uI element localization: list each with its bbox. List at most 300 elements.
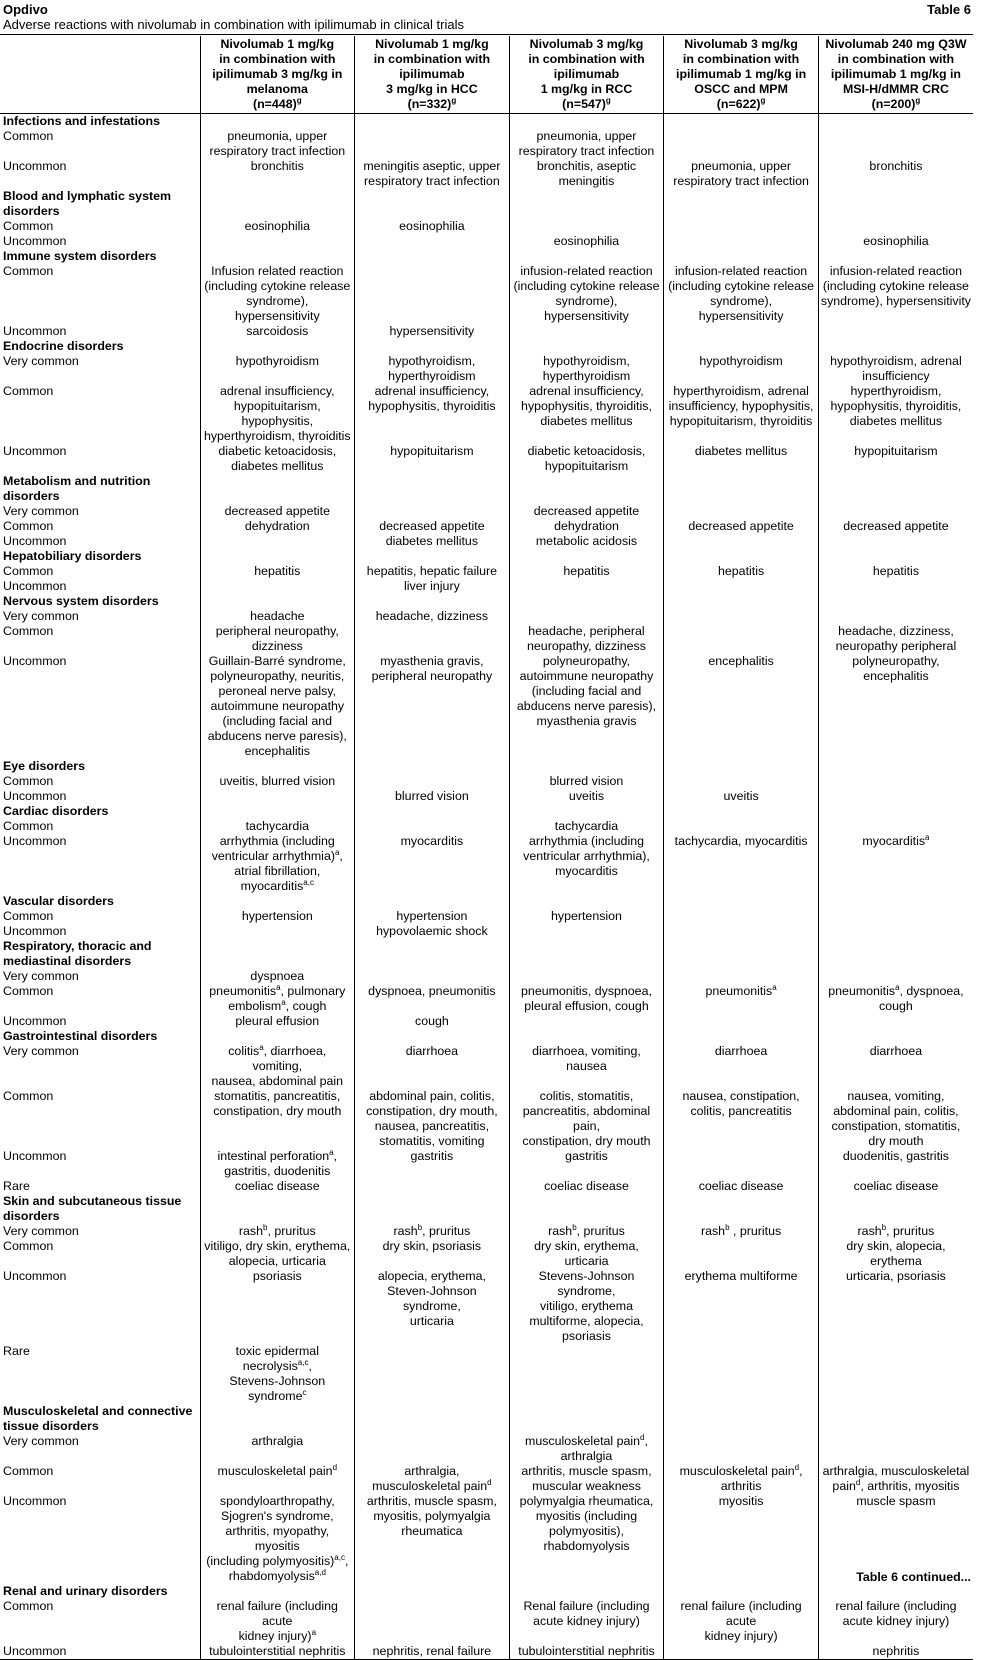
cell-text: , [799, 1464, 803, 1478]
cell-text: kidney injury) [238, 1629, 312, 1643]
frequency-row [0, 264, 973, 324]
frequency-row [0, 654, 973, 759]
table-cell [818, 354, 973, 384]
table-cell [664, 789, 819, 804]
cell-text: (including cytokine release [513, 279, 660, 293]
table-cell [509, 549, 664, 564]
cell-line [203, 834, 353, 849]
table-cell [818, 969, 973, 984]
frequency-label: Uncommon [3, 159, 67, 173]
cell-line [512, 1269, 662, 1299]
cell-text: coeliac disease [698, 1179, 784, 1193]
table-cell [818, 1464, 973, 1494]
cell-text: hepatitis, hepatic failure [366, 564, 497, 578]
footnote-marker: a,c [334, 1552, 345, 1562]
column-header-line: ipilimumab 1 mg/kg in [830, 67, 961, 81]
table-cell [664, 1584, 819, 1599]
cell-text: dry skin, alopecia, [846, 1239, 946, 1253]
table-cell [818, 549, 973, 564]
cell-line [821, 1479, 971, 1494]
frequency-label: Uncommon [3, 834, 67, 848]
table-cell [200, 444, 355, 474]
cell-line [203, 774, 353, 789]
cell-text: toxic epidermal necrolysis [235, 1344, 319, 1373]
footnote-marker: a [334, 847, 340, 857]
cell-line [512, 264, 662, 279]
table-cell [818, 984, 973, 1014]
frequency-row [0, 219, 973, 234]
table-cell [200, 819, 355, 834]
table-cell [355, 759, 510, 774]
frequency-label: Very common [3, 1044, 79, 1058]
cell-text: arthritis [720, 1479, 762, 1493]
cell-text: coeliac disease [544, 1179, 629, 1193]
table-cell [355, 549, 510, 564]
cell-line [512, 864, 662, 879]
table-cell [200, 219, 355, 234]
cell-line [203, 714, 353, 729]
cell-line [357, 1239, 507, 1254]
frequency-label: Uncommon [3, 789, 67, 803]
organ-class-label-line: disorders [3, 204, 60, 218]
table-cell [818, 219, 973, 234]
cell-text: muscular weakness [532, 1479, 641, 1493]
footnote-marker: a [925, 832, 930, 842]
table-cell [664, 1149, 819, 1179]
frequency-row [0, 504, 973, 519]
table-cell [818, 159, 973, 189]
cell-line [357, 1644, 507, 1659]
cell-line [821, 234, 971, 249]
column-header-n [357, 97, 507, 112]
table-cell [509, 1179, 664, 1194]
table-cell [355, 1494, 510, 1584]
table-cell [509, 189, 664, 219]
cell-line [512, 1314, 662, 1329]
cell-text: hepatitis [254, 564, 301, 578]
table-cell [664, 1644, 819, 1660]
cell-line [666, 1269, 816, 1284]
table-cell [664, 1179, 819, 1194]
column-header-line: in combination with [219, 52, 336, 66]
footnote-marker: a [329, 1147, 334, 1157]
cell-text: myasthenia gravis [536, 714, 637, 728]
cell-line [357, 1494, 507, 1509]
table-cell [818, 534, 973, 549]
cell-line [821, 669, 971, 684]
cell-text: respiratory tract infection [673, 174, 809, 188]
cell-line [821, 384, 971, 399]
table-cell [664, 249, 819, 264]
column-header-line: OSCC and MPM [694, 82, 788, 96]
table-cell [355, 834, 510, 894]
table-cell [509, 1194, 664, 1224]
footnote-marker: a,c [303, 877, 314, 887]
cell-line [821, 354, 971, 369]
cell-line [512, 999, 662, 1014]
table-cell [355, 609, 510, 624]
cell-text: autoimmune neuropathy [210, 699, 345, 713]
cell-text: uveitis [568, 789, 605, 803]
column-header-line: ipilimumab [399, 67, 465, 81]
cell-line [203, 1644, 353, 1659]
cell-line [203, 1074, 353, 1089]
cell-line [821, 1224, 971, 1239]
cell-text: intestinal perforation [217, 1149, 330, 1163]
cell-line [357, 219, 507, 234]
column-header-5 [818, 36, 973, 114]
cell-text: coeliac disease [234, 1179, 320, 1193]
footnote-marker: d [487, 1477, 492, 1487]
cell-text: , pruritus [576, 1224, 625, 1238]
cell-text: insufficiency, hypophysitis, [668, 399, 814, 413]
column-header-line: ipilimumab 3 mg/kg in [212, 67, 343, 81]
table-cell [818, 384, 973, 444]
cell-line [357, 1509, 507, 1524]
cell-line [512, 1644, 662, 1659]
cell-text: rash [700, 1224, 726, 1238]
cell-text: colitis [228, 1044, 260, 1058]
cell-text: hypopituitarism, thyroiditis [669, 414, 813, 428]
cell-line [512, 564, 662, 579]
cell-line [512, 354, 662, 369]
cell-line [357, 1014, 507, 1029]
cell-text: rheumatica [401, 1524, 463, 1538]
table-cell [355, 1014, 510, 1029]
cell-line [821, 159, 971, 174]
cell-line [512, 459, 662, 474]
cell-line [512, 144, 662, 159]
table-cell [664, 939, 819, 969]
table-cell [509, 1464, 664, 1494]
frequency-label: Uncommon [3, 324, 67, 338]
table-cell [200, 789, 355, 804]
frequency-row [0, 1239, 973, 1269]
cell-line [821, 1614, 971, 1629]
column-n-value: (n=332) [407, 97, 452, 111]
cell-text: (including polymyositis) [206, 1554, 335, 1568]
cell-line [203, 669, 353, 684]
cell-line [203, 1014, 353, 1029]
organ-class-row [0, 1194, 973, 1224]
table-cell [200, 264, 355, 324]
cell-line [512, 639, 662, 654]
cell-line [512, 384, 662, 399]
cell-line [512, 1089, 662, 1104]
cell-text: infusion-related reaction [674, 264, 808, 278]
organ-class-row [0, 114, 973, 130]
cell-line [357, 1149, 507, 1164]
cell-line [203, 219, 353, 234]
table-cell [509, 1434, 664, 1464]
table-cell [200, 1179, 355, 1194]
cell-line [512, 444, 662, 459]
cell-text: constipation, stomatitis, [831, 1119, 961, 1133]
cell-line [512, 129, 662, 144]
table-cell [664, 219, 819, 234]
cell-text: respiratory tract infection [518, 144, 655, 158]
table-cell [818, 759, 973, 774]
column-header-2 [355, 36, 510, 114]
organ-class-label-line: Cardiac disorders [3, 804, 109, 818]
cell-text: hypopituitarism [544, 459, 629, 473]
cell-line [666, 654, 816, 669]
cell-line [821, 294, 971, 309]
cell-line [512, 1434, 662, 1449]
organ-class-row [0, 894, 973, 909]
cell-line [666, 1044, 816, 1059]
cell-line [357, 369, 507, 384]
table-cell [818, 939, 973, 969]
cell-text: blurred vision [549, 774, 624, 788]
cell-line [512, 834, 662, 849]
cell-text: pleural effusion, cough [524, 999, 649, 1013]
cell-line [821, 1269, 971, 1284]
organ-class-row [0, 939, 973, 969]
cell-text: uveitis, blurred vision [219, 774, 336, 788]
table-cell [818, 1194, 973, 1224]
cell-line [357, 159, 507, 174]
column-header-n [512, 97, 662, 112]
table-cell [355, 1464, 510, 1494]
header-blank-cell [0, 36, 200, 114]
table-cell [200, 594, 355, 609]
cell-line [821, 1464, 971, 1479]
table-cell [664, 759, 819, 774]
table-cell [664, 1089, 819, 1149]
table-cell [818, 114, 973, 130]
cell-line [203, 1164, 353, 1179]
cell-line [203, 1629, 353, 1644]
cell-text: , dyspnoea, [899, 984, 964, 998]
cell-line [203, 159, 353, 174]
cell-line [203, 1599, 353, 1629]
cell-text: eosinophilia [399, 219, 465, 233]
cell-text: blurred vision [395, 789, 469, 803]
cell-text: alopecia, urticaria [228, 1254, 326, 1268]
table-cell [200, 1404, 355, 1434]
table-cell [818, 1014, 973, 1029]
table-cell [818, 1644, 973, 1660]
table-cell [509, 939, 664, 969]
cell-text: syndrome), hypersensitivity [698, 294, 784, 323]
cell-line [512, 774, 662, 789]
table-cell [818, 564, 973, 579]
cell-text: dehydration [244, 519, 310, 533]
cell-text: arthritis, muscle spasm, [366, 1494, 497, 1508]
cell-text: hepatitis [563, 564, 610, 578]
cell-text: nausea, abdominal pain [211, 1074, 344, 1088]
cell-text: dyspnoea [250, 969, 305, 983]
frequency-row [0, 159, 973, 189]
frequency-row [0, 1599, 973, 1644]
table-body [0, 114, 973, 1660]
table-cell [355, 1344, 510, 1404]
cell-line [357, 654, 507, 669]
organ-class-label [0, 1029, 200, 1044]
cell-line [203, 699, 353, 714]
cell-text: rhabdomyolysis [228, 1569, 315, 1583]
cell-text: nausea, vomiting, [847, 1089, 945, 1103]
table-cell [355, 474, 510, 504]
frequency-label: Common [3, 264, 54, 278]
table-cell [664, 1014, 819, 1029]
cell-line [203, 264, 353, 279]
cell-text: erythema multiforme [684, 1269, 798, 1283]
cell-line [203, 999, 353, 1014]
cell-line [512, 1134, 662, 1149]
cell-text: liver injury [404, 579, 460, 593]
cell-text: tubulointerstitial nephritis [209, 1644, 346, 1658]
cell-text: hypopituitarism [854, 444, 938, 458]
table-cell [355, 654, 510, 759]
table-cell [355, 1089, 510, 1149]
cell-line [203, 879, 353, 894]
cell-text: pneumonia, upper [536, 129, 637, 143]
column-header-line: Nivolumab 1 mg/kg [375, 37, 489, 51]
cell-line [203, 639, 353, 654]
table-cell [509, 264, 664, 324]
organ-class-row [0, 1029, 973, 1044]
cell-line [203, 294, 353, 324]
frequency-label: Common [3, 129, 54, 143]
frequency-row [0, 1014, 973, 1029]
table-cell [355, 774, 510, 789]
cell-text: pneumonitis, dyspnoea, [521, 984, 652, 998]
column-header-line: melanoma [246, 82, 308, 96]
cell-line [203, 459, 353, 474]
cell-text: stomatitis, pancreatitis, [214, 1089, 341, 1103]
cell-text: hyperthyroidism, [850, 384, 942, 398]
table-cell [818, 834, 973, 894]
table-cell [509, 1584, 664, 1599]
footnote-marker: c [302, 1387, 307, 1397]
table-cell [818, 474, 973, 504]
cell-text: polyneuropathy, neuritis, [210, 669, 345, 683]
cell-line [512, 504, 662, 519]
organ-class-row [0, 1404, 973, 1434]
organ-class-label-line: disorders [3, 1209, 60, 1223]
table-cell [818, 189, 973, 219]
cell-text: hypertension [551, 909, 622, 923]
cell-text: eosinophilia [244, 219, 311, 233]
cell-text: arthritis, myopathy, myositis [225, 1524, 330, 1553]
table-continued-note: Table 6 continued... [856, 1570, 971, 1584]
cell-line [512, 1104, 662, 1134]
organ-class-label-line: Renal and urinary disorders [3, 1584, 168, 1598]
cell-line [203, 1104, 353, 1119]
frequency-row [0, 1224, 973, 1239]
cell-text: , arthritis, myositis [860, 1479, 960, 1493]
cell-line [512, 279, 662, 294]
cell-text: tachycardia [554, 819, 619, 833]
table-cell [509, 594, 664, 609]
cell-text: rash [548, 1224, 573, 1238]
cell-text: , pruritus [886, 1224, 935, 1238]
table-cell [355, 159, 510, 189]
cell-text: hepatitis [718, 564, 765, 578]
frequency-label: Very common [3, 504, 79, 518]
cell-line [203, 1044, 353, 1074]
cell-line [512, 684, 662, 699]
cell-text: gastritis [410, 1149, 454, 1163]
table-cell [818, 324, 973, 339]
cell-line [512, 1509, 662, 1524]
cell-text: abducens nerve paresis), [516, 699, 657, 713]
cell-line [203, 684, 353, 699]
cell-text: myocarditis [240, 879, 304, 893]
cell-line [203, 399, 353, 414]
table-cell [664, 1464, 819, 1494]
cell-text: (including facial and [531, 684, 642, 698]
column-header-line: ipilimumab 1 mg/kg in [676, 67, 807, 81]
cell-line [203, 1509, 353, 1524]
table-cell [664, 1029, 819, 1044]
cell-line [357, 579, 507, 594]
column-header-line: in combination with [837, 52, 955, 66]
cell-line [821, 369, 971, 384]
table-cell [355, 594, 510, 609]
cell-line [512, 1224, 662, 1239]
cell-line [821, 1149, 971, 1164]
organ-class-label [0, 1584, 200, 1599]
cell-text: diabetes mellitus [849, 414, 943, 428]
cell-line [666, 1599, 816, 1629]
cell-line [203, 1554, 353, 1569]
cell-line [203, 864, 353, 879]
cell-text: adrenal insufficiency, [220, 384, 335, 398]
cell-text: myasthenia gravis, [380, 654, 484, 668]
table-cell [509, 1644, 664, 1660]
cell-line [512, 1539, 662, 1554]
cell-text: (including cytokine release [822, 279, 969, 293]
table-cell [818, 579, 973, 594]
cell-text: infusion-related reaction [520, 264, 653, 278]
table-cell [509, 924, 664, 939]
cell-text: decreased appetite [843, 519, 949, 533]
cell-text: myositis (including [535, 1509, 638, 1523]
table-cell [818, 1224, 973, 1239]
cell-line [821, 1644, 971, 1659]
frequency-label: Common [3, 624, 54, 638]
table-cell [818, 1434, 973, 1464]
cell-line [357, 324, 507, 339]
column-n-value: (n=547) [562, 97, 606, 111]
table-cell [509, 609, 664, 624]
cell-line [203, 1224, 353, 1239]
table-cell [509, 534, 664, 549]
table-cell [355, 129, 510, 159]
table-cell [818, 1404, 973, 1434]
cell-line [203, 504, 353, 519]
cell-text: metabolic acidosis [535, 534, 638, 548]
frequency-row [0, 564, 973, 579]
table-cell [200, 1464, 355, 1494]
cell-line [821, 279, 971, 294]
cell-text: peroneal nerve palsy, [218, 684, 337, 698]
cell-line [357, 909, 507, 924]
table-cell [200, 1224, 355, 1239]
cell-line [666, 279, 816, 294]
organ-class-label [0, 939, 200, 969]
cell-line [203, 129, 353, 144]
cell-text: rhabdomyolysis [543, 1539, 630, 1553]
frequency-label: Uncommon [3, 534, 67, 548]
cell-line [203, 624, 353, 639]
frequency-row [0, 1179, 973, 1194]
table-cell [200, 1434, 355, 1464]
cell-line [512, 1599, 662, 1614]
